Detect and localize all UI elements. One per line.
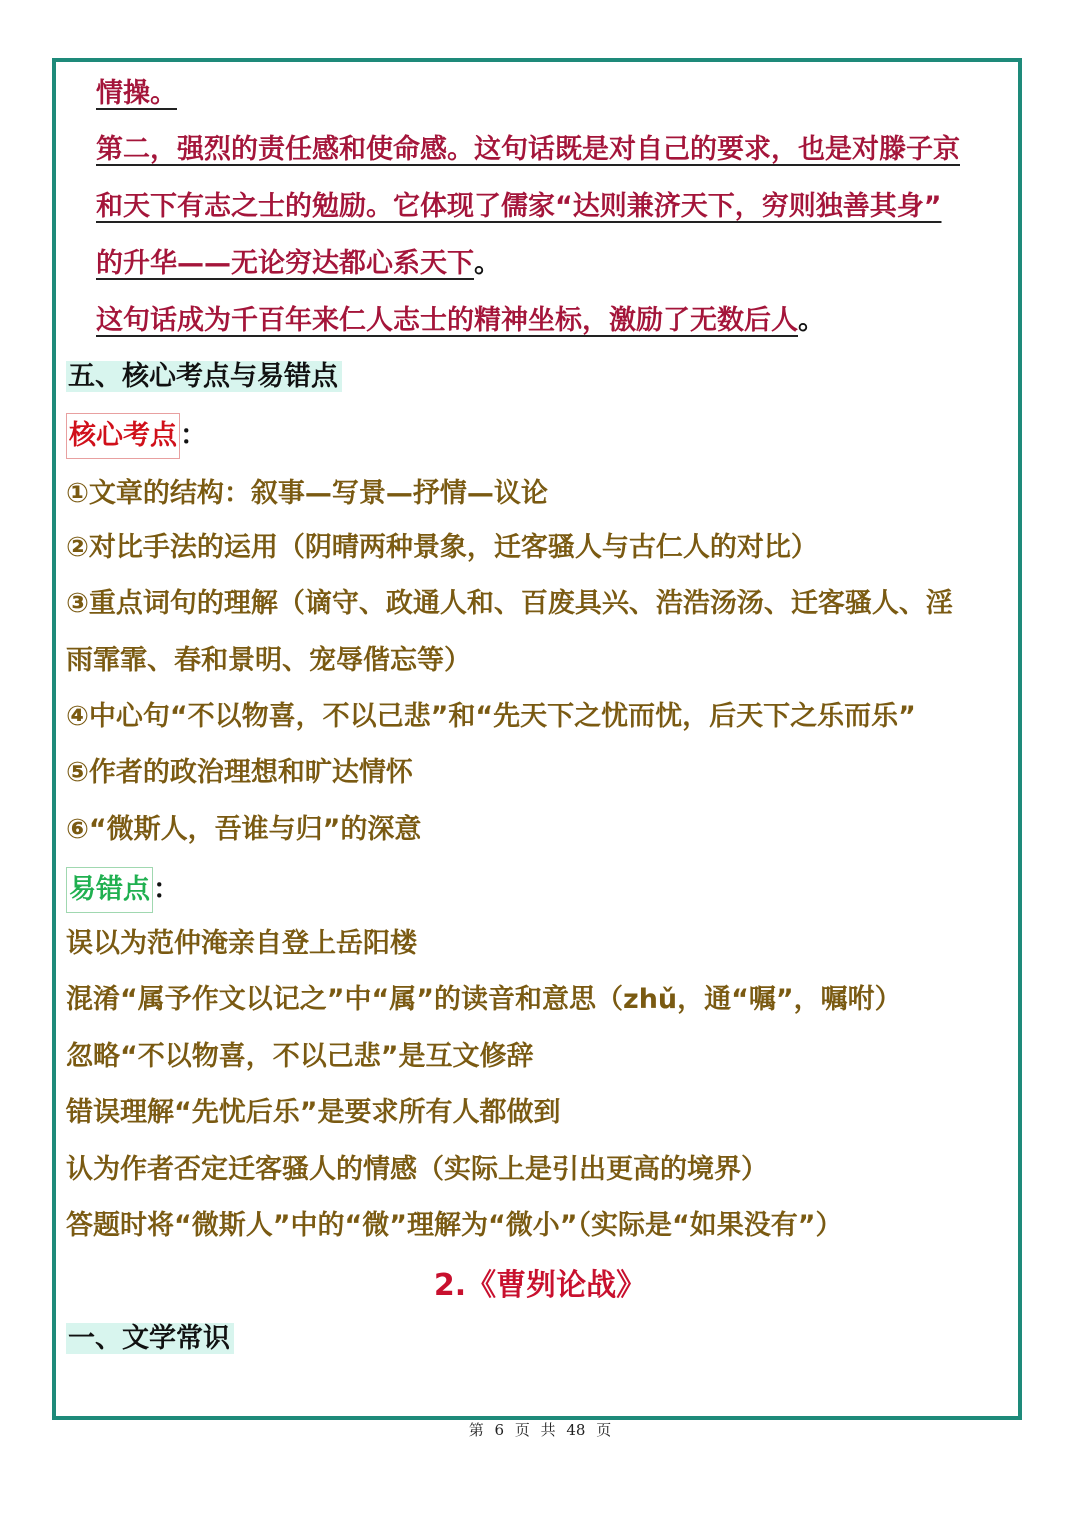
label-colon: ： <box>180 420 207 451</box>
section-heading <box>66 357 342 397</box>
underlined-text: 这句话成为千百年来仁人志士的精神坐标，激励了无数后人 <box>96 305 798 336</box>
core-item: ①文章的结构：叙事—写景—抒情—议论 <box>66 478 548 509</box>
error-item: 忽略“不以物喜，不以己悲”是互文修辞 <box>66 1041 534 1072</box>
underlined-text: 的升华——无论穷达都心系天下 <box>96 248 474 279</box>
error-points-label-row <box>66 867 180 913</box>
underlined-text: 第二，强烈的责任感和使命感。这句话既是对自己的要求，也是对滕子京 <box>96 134 960 165</box>
text-line <box>96 74 177 114</box>
underlined-text: 情操。 <box>96 78 177 109</box>
core-item: ③重点词句的理解（谪守、政通人和、百废具兴、浩浩汤汤、迁客骚人、淫 <box>66 588 953 619</box>
core-points-label: 核心考点 <box>66 413 180 459</box>
section-heading <box>66 1319 234 1359</box>
core-item: ⑤作者的政治理想和旷达情怀 <box>66 757 413 788</box>
error-item: 认为作者否定迁客骚人的情感（实际上是引出更高的境界） <box>66 1154 768 1185</box>
core-item: ⑥“微斯人，吾谁与归”的深意 <box>66 814 422 845</box>
section-heading-text: 一、文学常识 <box>66 1323 234 1354</box>
core-item: ②对比手法的运用（阴晴两种景象，迁客骚人与古仁人的对比） <box>66 532 818 563</box>
core-points-label-row <box>66 413 207 459</box>
error-item: 错误理解“先忧后乐”是要求所有人都做到 <box>66 1097 561 1128</box>
page-footer: 第 6 页 共 48 页 <box>468 1421 612 1439</box>
core-item: 雨霏霏、春和景明、宠辱偕忘等） <box>66 645 471 676</box>
error-points-label: 易错点 <box>66 867 153 913</box>
label-colon: ： <box>153 874 180 905</box>
underlined-text: 和天下有志之士的勉励。它体现了儒家“达则兼济天下，穷则独善其身” <box>96 191 942 222</box>
section-heading-text: 五、核心考点与易错点 <box>66 361 342 392</box>
error-item: 误以为范仲淹亲自登上岳阳楼 <box>66 928 417 959</box>
error-item: 混淆“属予作文以记之”中“属”的读音和意思（zhǔ，通“嘱”，嘱咐） <box>66 984 902 1015</box>
lesson-title: 2.《曹刿论战》 <box>433 1268 647 1303</box>
text-line <box>96 187 942 227</box>
punctuation: 。 <box>474 248 501 279</box>
text-line <box>96 130 960 170</box>
error-item: 答题时将“微斯人”中的“微”理解为“微小”（实际是“如果没有”） <box>66 1210 843 1241</box>
core-item: ④中心句“不以物喜，不以己悲”和“先天下之忧而忧，后天下之乐而乐” <box>66 701 916 732</box>
text-line <box>96 244 501 284</box>
punctuation: 。 <box>798 305 825 336</box>
text-line <box>96 301 825 341</box>
